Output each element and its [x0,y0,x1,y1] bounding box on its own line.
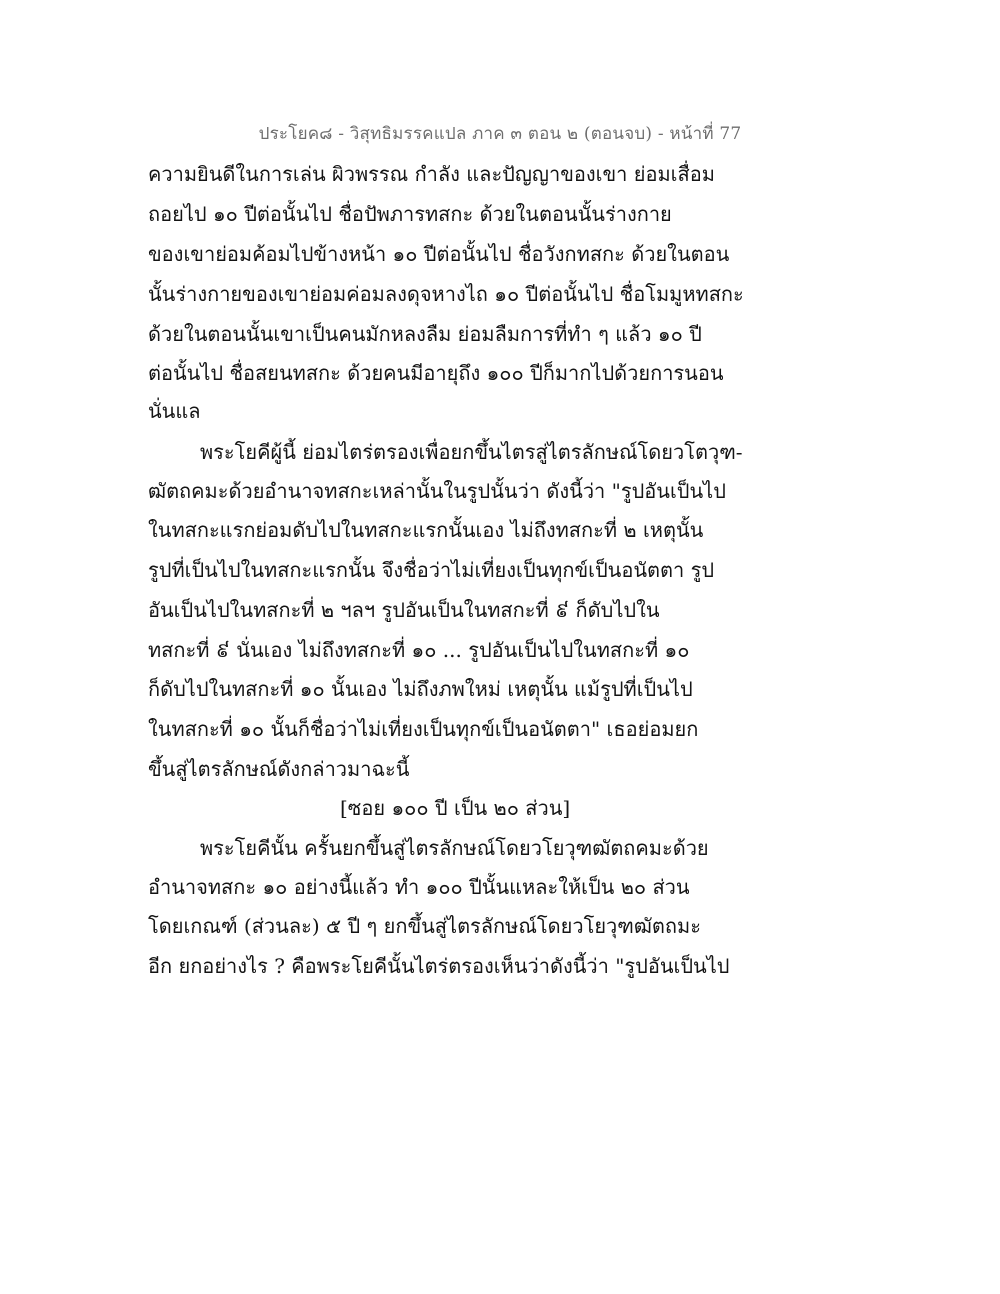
text-line: นั้นร่างกายของเขาย่อมค่อมลงดุจหางไถ ๑๐ ปีต่อนั้นไป ชื่อโมมูหทสกะ [148,282,744,306]
text-line: ขึ้นสู่ไตรลักษณ์ดังกล่าวมาฉะนี้ [148,757,410,781]
paragraph-first-line: พระโยคีผู้นี้ ย่อมไตร่ตรองเพื่อยกขึ้นไตรสู่ไตรลักษณ์โดยวโตวุฑ- [200,440,743,464]
text-line: ในทสกะที่ ๑๐ นั้นก็ชื่อว่าไม่เที่ยงเป็นทุกข์เป็นอนัตตา" เธอย่อมยก [148,717,699,741]
text-line: ในทสกะแรกย่อมดับไปในทสกะแรกนั้นเอง ไม่ถึงทสกะที่ ๒ เหตุนั้น [148,518,704,542]
text-line: ถอยไป ๑๐ ปีต่อนั้นไป ชื่อปัพภารทสกะ ด้วยในตอนนั้นร่างกาย [148,202,672,226]
text-line: ก็ดับไปในทสกะที่ ๑๐ นั้นเอง ไม่ถึงภพใหม่ เหตุนั้น แม้รูปที่เป็นไป [148,677,693,701]
text-line: ความยินดีในการเล่น ผิวพรรณ กำลัง และปัญญาของเขา ย่อมเสื่อม [148,162,715,186]
text-line: ฒัตถคมะด้วยอำนาจทสกะเหล่านั้นในรูปนั้นว่า ดังนี้ว่า "รูปอันเป็นไป [148,479,726,503]
text-line: ทสกะที่ ៩ นั่นเอง ไม่ถึงทสกะที่ ๑๐ ... รูปอันเป็นไปในทสกะที่ ๑๐ [148,638,690,662]
section-heading: [ซอย ๑๐๐ ปี เป็น ๒๐ ส่วน] [340,796,571,820]
text-line: อำนาจทสกะ ๑๐ อย่างนี้แล้ว ทำ ๑๐๐ ปีนั้นแหละให้เป็น ๒๐ ส่วน [148,875,690,899]
paragraph-first-line: พระโยคีนั้น ครั้นยกขึ้นสู่ไตรลักษณ์โดยวโยวุฑฒัตถคมะด้วย [200,836,709,860]
text-line: อีก ยกอย่างไร ? คือพระโยคีนั้นไตร่ตรองเห็นว่าดังนี้ว่า "รูปอันเป็นไป [148,954,730,978]
text-line: รูปที่เป็นไปในทสกะแรกนั้น จึงชื่อว่าไม่เที่ยงเป็นทุกข์เป็นอนัตตา รูป [148,558,715,582]
page-header [0,120,1000,147]
text-line: โดยเกณฑ์ (ส่วนละ) ๕ ปี ๆ ยกขึ้นสู่ไตรลักษณ์โดยวโยวุฑฒัตถมะ [148,914,701,938]
text-line: นั่นแล [148,399,201,423]
text-line: ของเขาย่อมค้อมไปข้างหน้า ๑๐ ปีต่อนั้นไป ชื่อวังกทสกะ ด้วยในตอน [148,242,730,266]
text-line: ต่อนั้นไป ชื่อสยนทสกะ ด้วยคนมีอายุถึง ๑๐๐ ปีก็มากไปด้วยการนอน [148,361,724,385]
text-line: อันเป็นไปในทสกะที่ ๒ ฯลฯ รูปอันเป็นในทสกะที่ ៩ ก็ดับไปใน [148,598,660,622]
text-line: ด้วยในตอนนั้นเขาเป็นคนมักหลงลืม ย่อมลืมการที่ทำ ๆ แล้ว ๑๐ ปี [148,322,702,346]
running-header: ประโยค๘ - วิสุทธิมรรคแปล ภาค ๓ ตอน ๒ (ตอนจบ) - หน้าที่ 77 [258,124,742,144]
